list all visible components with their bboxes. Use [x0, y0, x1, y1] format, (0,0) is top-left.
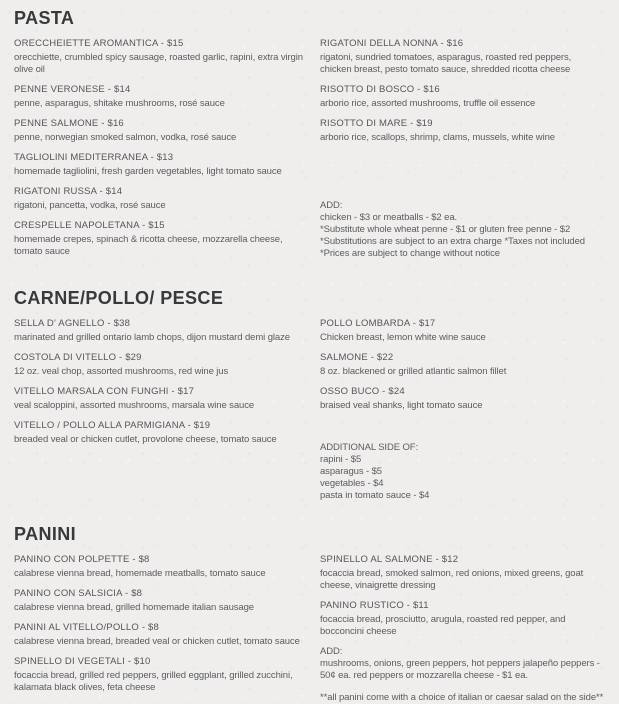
item-desc: homemade crepes, spinach & ricotta cheese, mozzarella cheese, tomato sauce — [14, 234, 283, 257]
item-name: POLLO LOMBARDA - $17 — [320, 318, 436, 329]
item-desc: arborio rice, scallops, shrimp, clams, mussels, white wine — [320, 132, 555, 143]
item-desc: penne, asparagus, shitake mushrooms, rosé sauce — [14, 98, 225, 109]
menu-item — [14, 84, 306, 110]
item-desc: rigatoni, pancetta, vodka, rosé sauce — [14, 200, 166, 211]
item-desc: Chicken breast, lemon white wine sauce — [320, 332, 486, 343]
menu-item — [14, 318, 306, 344]
item-name: PANINO CON POLPETTE - $8 — [14, 554, 150, 565]
note-line: pasta in tomato sauce - $4 — [320, 490, 430, 501]
additional-sides-note — [320, 442, 605, 502]
menu-column-left — [14, 554, 306, 704]
item-desc: focaccia bread, smoked salmon, red onions, mixed greens, goat cheese, vinaigrette dressing — [320, 568, 584, 591]
item-name: PANINI AL VITELLO/POLLO - $8 — [14, 622, 159, 633]
add-ons-note — [320, 200, 605, 260]
item-name: CRESPELLE NAPOLETANA - $15 — [14, 220, 165, 231]
item-name: RISOTTO DI BOSCO - $16 — [320, 84, 440, 95]
menu-column-left — [14, 38, 306, 266]
item-name: TAGLIOLINI MEDITERRANEA - $13 — [14, 152, 174, 163]
item-desc: orecchiette, crumbled spicy sausage, roasted garlic, rapini, extra virgin olive oil — [14, 52, 303, 75]
item-desc: calabrese vienna bread, breaded veal or chicken cutlet, tomato sauce — [14, 636, 300, 647]
section-columns — [14, 38, 605, 266]
item-desc: rigatoni, sundried tomatoes, asparagus, roasted red peppers, chicken breast, pesto tomato sauce, shredded ricotta cheese — [320, 52, 572, 75]
note-line: *Substitutions are subject to an extra charge *Taxes not included — [320, 236, 585, 247]
menu-column-right — [320, 318, 605, 502]
note-line: ADD: — [320, 646, 343, 657]
section-panini — [14, 524, 605, 704]
menu-item — [320, 118, 605, 144]
item-name: SALMONE - $22 — [320, 352, 394, 363]
menu-column-right — [320, 38, 605, 266]
item-name: VITELLO MARSALA CON FUNGHI - $17 — [14, 386, 195, 397]
menu-item — [14, 152, 306, 178]
menu-item — [14, 622, 306, 648]
note-line: vegetables - $4 — [320, 478, 384, 489]
menu-item — [320, 38, 605, 76]
section-pasta — [14, 8, 605, 266]
menu-item — [14, 220, 306, 258]
item-name: COSTOLA DI VITELLO - $29 — [14, 352, 142, 363]
note-line: mushrooms, onions, green peppers, hot peppers jalapeño peppers - 50¢ ea. red peppers or mozzarella cheese - $1 ea. — [320, 658, 600, 681]
item-name: SPINELLO DI VEGETALI - $10 — [14, 656, 151, 667]
note-line: ADDITIONAL SIDE OF: — [320, 442, 419, 453]
menu-column-right — [320, 554, 605, 704]
menu-item — [320, 84, 605, 110]
note-line: asparagus - $5 — [320, 466, 382, 477]
item-desc: focaccia bread, prosciutto, arugula, roasted red pepper, and bocconcini cheese — [320, 614, 566, 637]
menu-item — [14, 588, 306, 614]
section-columns — [14, 318, 605, 502]
panini-salad-note: **all panini come with a choice of italian or caesar salad on the side** — [320, 692, 604, 703]
item-name: PANINO CON SALSICIA - $8 — [14, 588, 143, 599]
item-desc: 8 oz. blackened or grilled atlantic salmon fillet — [320, 366, 507, 377]
menu-item — [14, 118, 306, 144]
menu-item — [14, 386, 306, 412]
item-desc: calabrese vienna bread, homemade meatballs, tomato sauce — [14, 568, 266, 579]
menu-item — [320, 600, 605, 638]
item-desc: focaccia bread, grilled red peppers, grilled eggplant, grilled zucchini, kalamata black olives, feta cheese — [14, 670, 293, 693]
menu-item — [320, 554, 605, 592]
menu-item — [320, 352, 605, 378]
item-desc: 12 oz. veal chop, assorted mushrooms, red wine jus — [14, 366, 229, 377]
note-line: *Substitute whole wheat penne - $1 or gluten free penne - $2 — [320, 224, 571, 235]
item-name: PENNE VERONESE - $14 — [14, 84, 131, 95]
section-title: PANINI — [14, 524, 77, 544]
item-name: ORECCHEIETTE AROMANTICA - $15 — [14, 38, 184, 49]
item-name: OSSO BUCO - $24 — [320, 386, 405, 397]
section-columns — [14, 554, 605, 704]
menu-item — [14, 38, 306, 76]
item-desc: breaded veal or chicken cutlet, provolone cheese, tomato sauce — [14, 434, 277, 445]
section-carne-pollo-pesce — [14, 288, 605, 502]
section-title: CARNE/POLLO/ PESCE — [14, 288, 224, 308]
section-title: PASTA — [14, 8, 75, 28]
item-desc: penne, norwegian smoked salmon, vodka, rosé sauce — [14, 132, 237, 143]
item-desc: marinated and grilled ontario lamb chops, dijon mustard demi glaze — [14, 332, 290, 343]
menu-item — [14, 420, 306, 446]
menu-item — [14, 186, 306, 212]
note-line: rapini - $5 — [320, 454, 362, 465]
note-line: *Prices are subject to change without notice — [320, 248, 500, 259]
item-name: VITELLO / POLLO ALLA PARMIGIANA - $19 — [14, 420, 211, 431]
note-line: chicken - $3 or meatballs - $2 ea. — [320, 212, 458, 223]
item-desc: braised veal shanks, light tomato sauce — [320, 400, 483, 411]
item-desc: veal scaloppini, assorted mushrooms, marsala wine sauce — [14, 400, 255, 411]
menu-item — [320, 318, 605, 344]
note-line: ADD: — [320, 200, 343, 211]
item-desc: arborio rice, assorted mushrooms, truffle oil essence — [320, 98, 536, 109]
item-name: RIGATONI DELLA NONNA - $16 — [320, 38, 464, 49]
item-name: SPINELLO AL SALMONE - $12 — [320, 554, 459, 565]
item-name: RISOTTO DI MARE - $19 — [320, 118, 433, 129]
item-name: SELLA D' AGNELLO - $38 — [14, 318, 131, 329]
item-desc: calabrese vienna bread, grilled homemade italian sausage — [14, 602, 254, 613]
item-name: PANINO RUSTICO - $11 — [320, 600, 429, 611]
menu-item — [14, 656, 306, 694]
item-desc: homemade tagliolini, fresh garden vegetables, light tomato sauce — [14, 166, 282, 177]
add-ons-note — [320, 646, 605, 704]
menu-item — [14, 352, 306, 378]
item-name: PENNE SALMONE - $16 — [14, 118, 124, 129]
menu-item — [14, 554, 306, 580]
item-name: RIGATONI RUSSA - $14 — [14, 186, 123, 197]
menu-column-left — [14, 318, 306, 502]
menu-item — [320, 386, 605, 412]
